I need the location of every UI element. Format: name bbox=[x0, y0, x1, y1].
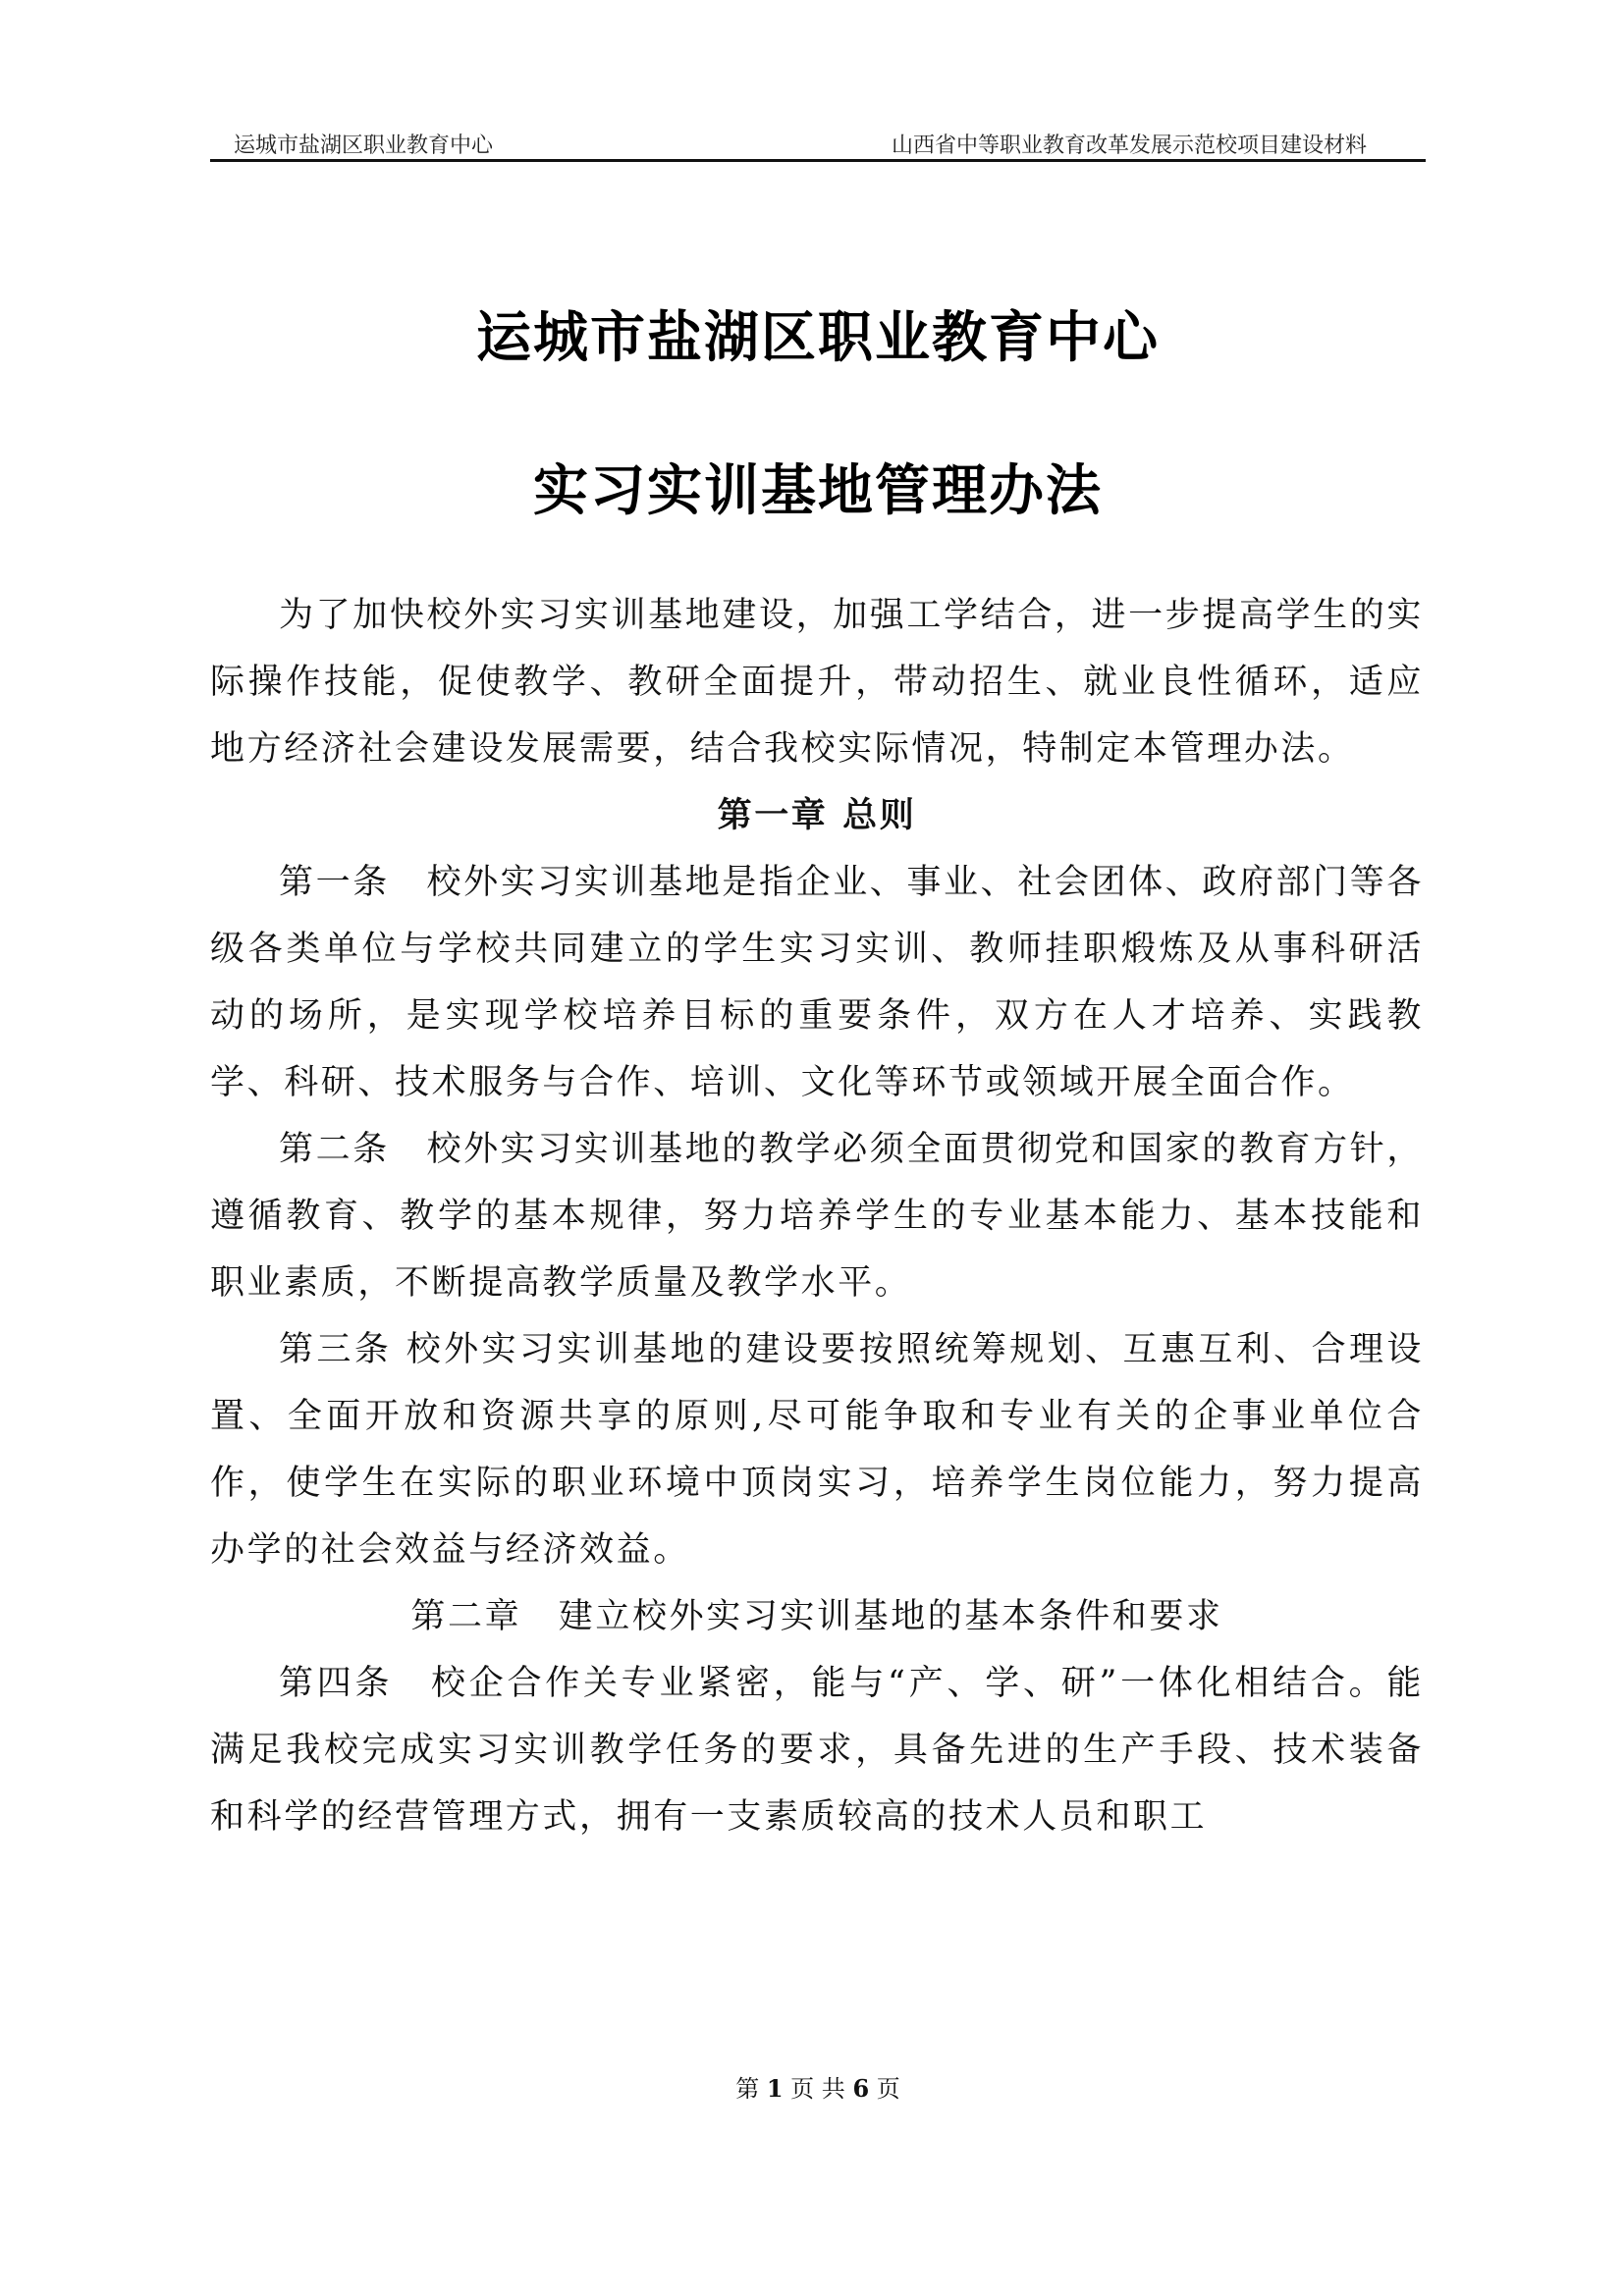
chapter-2-heading: 第二章 建立校外实习实训基地的基本条件和要求 bbox=[410, 1597, 1223, 1636]
article-2: 第二条 校外实习实训基地的教学必须全面贯彻党和国家的教育方针，遵循教育、教学的基本规律，努力培养学生的专业基本能力、基本技能和职业素质，不断提高教学质量及教学水平。 bbox=[210, 1130, 1424, 1303]
header-project: 山西省中等职业教育改革发展示范校项目建设材料 bbox=[891, 133, 1367, 158]
footer-prefix: 第 bbox=[735, 2075, 760, 2103]
footer-current-page: 1 bbox=[766, 2074, 784, 2103]
footer-middle: 页 共 bbox=[790, 2075, 845, 2103]
document-title-line1: 运城市盐湖区职业教育中心 bbox=[476, 306, 1160, 370]
page-header bbox=[210, 116, 1426, 159]
intro-paragraph: 为了加快校外实习实训基地建设，加强工学结合，进一步提高学生的实际操作技能，促使教学、教研全面提升，带动招生、就业良性循环，适应地方经济社会建设发展需要，结合我校实际情况，特制定本管理办法。 bbox=[210, 596, 1424, 769]
article-3: 第三条 校外实习实训基地的建设要按照统筹规划、互惠互利、合理设置、全面开放和资源共享的原则,尽可能争取和专业有关的企事业单位合作，使学生在实际的职业环境中顶岗实习，培养学生岗位能力，努力提高办学的社会效益与经济效益。 bbox=[210, 1330, 1424, 1570]
header-divider bbox=[210, 159, 1426, 162]
article-1: 第一条 校外实习实训基地是指企业、事业、社会团体、政府部门等各级各类单位与学校共同建立的学生实习实训、教师挂职煅炼及从事科研活动的场所，是实现学校培养目标的重要条件，双方在人才培养、实践教学、科研、技术服务与合作、培训、文化等环节或领域开展全面合作。 bbox=[210, 863, 1424, 1102]
article-4: 第四条 校企合作关专业紧密，能与“产、学、研”一体化相结合。能满足我校完成实习实训教学任务的要求，具备先进的生产手段、技术装备和科学的经营管理方式，拥有一支素质较高的技术人员和职工 bbox=[210, 1664, 1424, 1837]
document-body bbox=[210, 582, 1424, 1850]
page-footer bbox=[210, 2069, 1426, 2104]
footer-suffix: 页 bbox=[876, 2075, 900, 2103]
header-institution: 运城市盐湖区职业教育中心 bbox=[234, 133, 494, 158]
footer-total-pages: 6 bbox=[852, 2074, 870, 2103]
document-title-line2: 实习实训基地管理办法 bbox=[533, 459, 1103, 523]
chapter-1-heading: 第一章 总则 bbox=[717, 796, 917, 835]
